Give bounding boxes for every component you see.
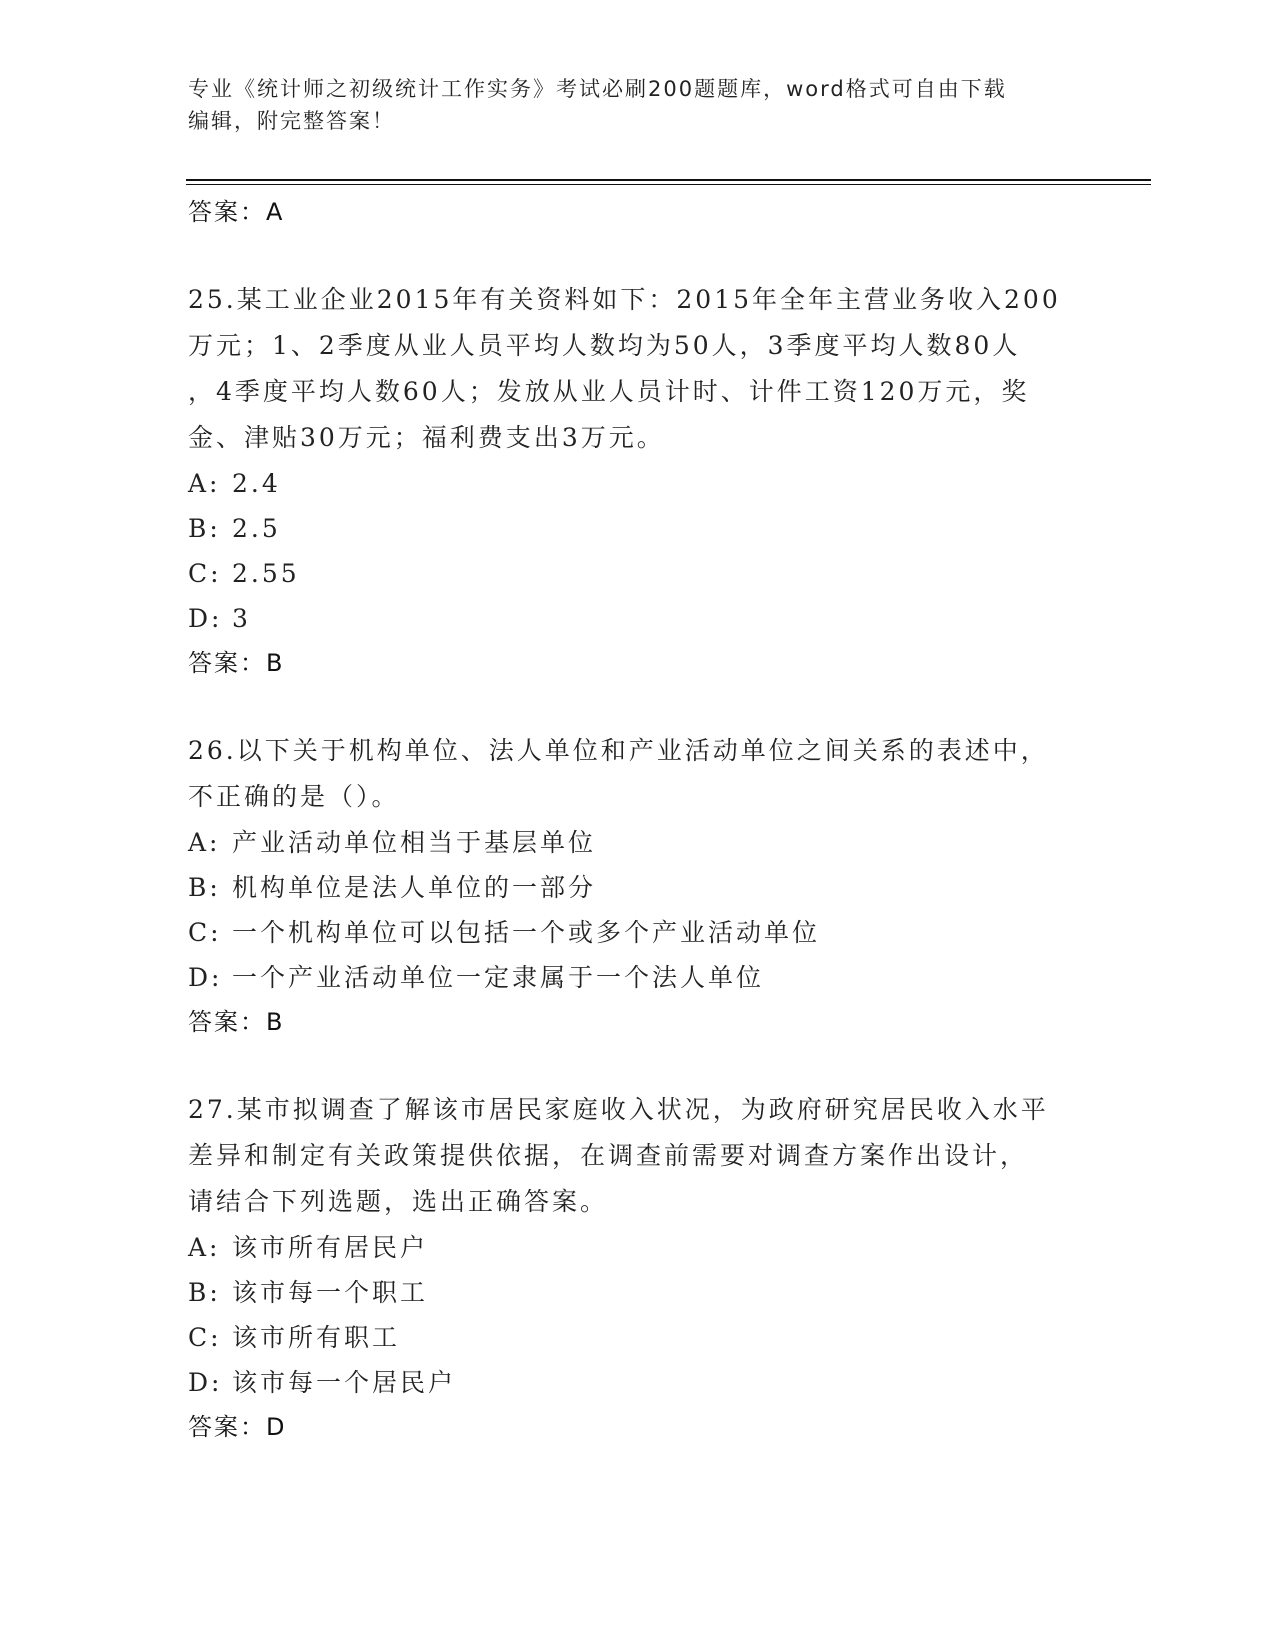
option-text: 一个产业活动单位一定隶属于一个法人单位 [232,962,765,992]
question-line: 请结合下列选题，选出正确答案。 [188,1187,609,1216]
question-text [188,728,1088,820]
option-text: 2.4 [232,468,281,498]
option-key: B: [188,1277,221,1307]
option-key: B: [188,872,221,902]
option-text: 3 [232,603,251,633]
header-line-2: 编辑，附完整答案！ [188,109,395,133]
option-c [188,1315,1088,1360]
header-rule-thick [186,179,1151,181]
option-key: A: [188,827,221,857]
option-key: B: [188,513,221,543]
option-d [188,955,1088,1000]
option-text: 一个机构单位可以包括一个或多个产业活动单位 [232,917,821,947]
option-key: D: [188,962,223,992]
option-a [188,461,1088,506]
question-line: 26.以下关于机构单位、法人单位和产业活动单位之间关系的表述中， [188,736,1049,765]
option-key: D: [188,603,223,633]
option-a [188,1225,1088,1270]
option-d [188,596,1088,641]
option-c [188,910,1088,955]
header-line-1: 专业《统计师之初级统计工作实务》考试必刷200题题库，word格式可自由下载 [188,77,1007,101]
option-text: 该市每一个居民户 [232,1367,457,1397]
question-block-27 [188,1087,1088,1449]
option-text: 2.5 [232,513,281,543]
question-text [188,1087,1088,1225]
header-rule-thin [186,184,1151,185]
option-text: 机构单位是法人单位的一部分 [232,872,597,902]
option-key: D: [188,1367,223,1397]
answer-line: 答案：B [188,649,285,677]
question-line: ，4季度平均人数60人；发放从业人员计时、计件工资120万元，奖 [188,377,1030,406]
option-text: 该市所有职工 [232,1322,401,1352]
question-line: 金、津贴30万元；福利费支出3万元。 [188,423,665,452]
question-line: 不正确的是（）。 [188,782,400,811]
option-text: 产业活动单位相当于基层单位 [232,827,597,857]
option-a [188,820,1088,865]
answer-line: 答案：D [188,1413,287,1441]
option-b [188,865,1088,910]
option-key: C: [188,917,222,947]
option-key: A: [188,1232,221,1262]
option-key: A: [188,468,221,498]
question-line: 差异和制定有关政策提供依据，在调查前需要对调查方案作出设计， [188,1141,1029,1170]
question-line: 万元；1、2季度从业人员平均人数均为50人，3季度平均人数80人 [188,331,1021,360]
option-b [188,1270,1088,1315]
option-b [188,506,1088,551]
option-key: C: [188,1322,222,1352]
spacer [188,685,1088,728]
question-line: 25.某工业企业2015年有关资料如下：2015年全年主营业务收入200 [188,285,1061,314]
previous-answer: 答案：A [188,198,285,226]
document-header [188,73,1088,137]
answer-line: 答案：B [188,1008,285,1036]
question-block-26 [188,728,1088,1044]
option-text: 2.55 [232,558,300,588]
question-block-25 [188,277,1088,685]
spacer [188,1044,1088,1087]
option-text: 该市每一个职工 [232,1277,429,1307]
question-line: 27.某市拟调查了解该市居民家庭收入状况，为政府研究居民收入水平 [188,1095,1049,1124]
option-c [188,551,1088,596]
option-text: 该市所有居民户 [232,1232,429,1262]
option-key: C: [188,558,222,588]
question-text [188,277,1088,461]
spacer [188,234,1088,277]
document-body [188,190,1088,1449]
option-d [188,1360,1088,1405]
